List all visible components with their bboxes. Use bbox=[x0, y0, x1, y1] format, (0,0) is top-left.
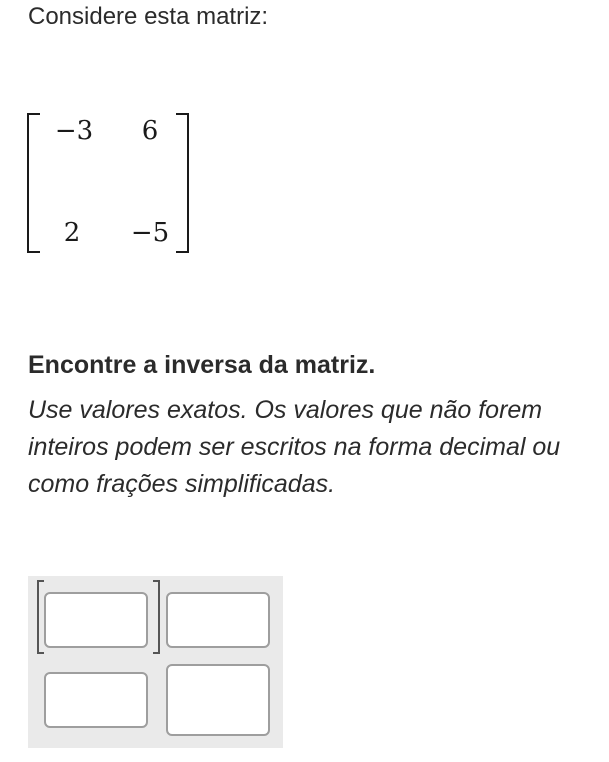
matrix-cell-r2c2: −5 bbox=[130, 218, 170, 248]
instructions-text: Use valores exatos. Os valores que não forem inteiros podem ser escritos na forma decimal ou como frações simplificadas. bbox=[28, 396, 561, 498]
answer-input-r1c1[interactable] bbox=[44, 592, 148, 648]
answer-input-r2c2[interactable] bbox=[166, 664, 270, 736]
given-matrix bbox=[24, 110, 192, 256]
matrix-cell-r1c1: −3 bbox=[54, 116, 94, 146]
prompt-text: Considere esta matriz: bbox=[28, 3, 269, 30]
answer-matrix-panel bbox=[28, 576, 283, 748]
matrix-cell-r2c1: 2 bbox=[63, 218, 81, 248]
answer-input-r2c1[interactable] bbox=[44, 672, 148, 728]
matrix-cell-r1c2: 6 bbox=[141, 116, 159, 146]
answer-input-r1c2[interactable] bbox=[166, 592, 270, 648]
question-text: Encontre a inversa da matriz. bbox=[28, 351, 376, 379]
